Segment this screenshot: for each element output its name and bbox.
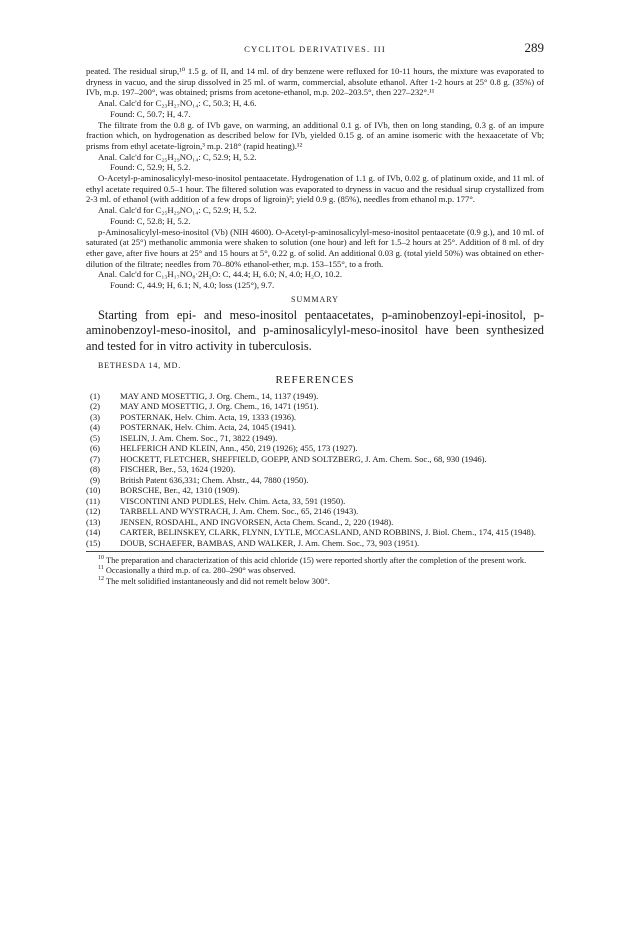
reference-item: (2) MAY AND MOSETTIG, J. Org. Chem., 16, 1471 (1951). (90, 401, 319, 412)
reference-list (86, 391, 544, 549)
reference-item: (4) POSTERNAK, Helv. Chim. Acta, 24, 1045 (1941). (90, 422, 297, 433)
footnote: $^{11}$ Occasionally a third m.p. of ca. 280–290° was observed. (98, 565, 296, 576)
analysis-found: Found: C, 52.8; H, 5.2. (110, 215, 191, 226)
references-heading: REFERENCES (275, 373, 355, 386)
reference-item: (8) FISCHER, Ber., 53, 1624 (1920). (90, 464, 236, 475)
reference-item: (15) DOUB, SCHAEFER, BAMBAS, AND WALKER, J. Am. Chem. Soc., 73, 903 (1951). (86, 537, 420, 548)
paragraph: The filtrate from the 0.8 g. of IVb gave, on warming, an additional 0.1 g. of IVb, then on long standing, 0.3 g. of an impure fraction which, on hydrogenation as described below for IVb, yielded 0.15 g. of an amine isomeric with the hexaacetate of Vb; prisms from ethyl acetate-ligroin,³ m.p. 218° (rapid heating).¹² (86, 119, 544, 151)
analysis-found: Found: C, 52.9; H, 5.2. (110, 162, 191, 173)
paragraph: peated. The residual sirup,¹⁰ 1.5 g. of II, and 14 ml. of dry benzene were refluxed for 10-11 hours, the mixture was evaporated to dryness in vacuo, and the sirup dissolved in 25 ml. of warm, commercial, absolute ethanol. After 1-2 hours at 25° 0.8 g. (35%) of IVb, m.p. 197–200°, was obtained; prisms from acetone-ethanol, m.p. 202–203.5°, then 227–232°.¹¹ (86, 66, 544, 98)
footnote: $^{12}$ The melt solidified instantaneously and did not remelt below 300°. (98, 575, 330, 586)
summary-heading: SUMMARY (291, 294, 339, 304)
analysis-calculated: Anal. Calc'd for C₂₅H₂₉NO₁₄: C, 52.9; H, 5.2. (98, 205, 257, 216)
reference-item: (14) CARTER, BELINSKEY, CLARK, FLYNN, LYTLE, MCCASLAND, AND ROBBINS, J. Biol. Chem., 174, 415 (1948). (86, 527, 536, 538)
reference-item: (12) TARBELL AND WYSTRACH, J. Am. Chem. Soc., 65, 2146 (1943). (86, 506, 359, 517)
paragraph: p-Aminosalicylyl-meso-inositol (Vb) (NIH 4600). O-Acetyl-p-aminosalicylyl-meso-inositol pentaacetate (0.9 g.), and 10 ml. of saturated (at 25°) methanolic ammonia were shaken to solution (one hour) and left for 1.5–2 hours at 25°. Addition of 8 ml. of dry ether gave, after five hours at 25° and 15 hours at 5°, 0.22 g. of solid. An additional 0.03 g. (total yield 50%) was obtained on ether-dilution of the filtrate; needles from 70–80% ethanol-ether, m.p. 153–155°, to a froth. (86, 226, 544, 269)
page-header (86, 40, 544, 56)
analysis-found: Found: C, 44.9; H, 6.1; N, 4.0; loss (125°), 9.7. (110, 280, 275, 291)
reference-item: (6) HELFERICH AND KLEIN, Ann., 450, 219 (1926); 455, 173 (1927). (90, 443, 358, 454)
reference-item: (7) HOCKETT, FLETCHER, SHEFFIELD, GOEPP, AND SOLTZBERG, J. Am. Chem. Soc., 68, 930 (1946). (90, 453, 487, 464)
page-number: 289 (524, 40, 544, 55)
journal-page (86, 40, 544, 587)
reference-item: (3) POSTERNAK, Helv. Chim. Acta, 19, 1333 (1936). (90, 411, 297, 422)
analysis-found: Found: C, 50.7; H, 4.7. (110, 108, 191, 119)
experimental-text (86, 66, 544, 291)
running-head: CYCLITOL DERIVATIVES. III (244, 44, 386, 54)
footnote: $^{10}$ The preparation and characterization of this acid chloride (15) were reported shortly after the completion of the present work. (98, 555, 527, 566)
footnote-rule (86, 551, 544, 552)
reference-item: (11) VISCONTINI AND PUDLES, Helv. Chim. Acta, 33, 591 (1950). (86, 495, 346, 506)
reference-item: (10) BORSCHE, Ber., 42, 1310 (1909). (86, 485, 240, 496)
reference-item: (1) MAY AND MOSETTIG, J. Org. Chem., 14, 1137 (1949). (90, 390, 319, 401)
paragraph: O-Acetyl-p-aminosalicylyl-meso-inositol pentaacetate. Hydrogenation of 1.1 g. of IVb, 0.02 g. of platinum oxide, and 11 ml. of ethyl acetate required 0.5–1 hour. The filtered solution was evaporated to dryness in vacuo and the residual sirup crystallized from 2-3 ml. of ethanol (with addition of a few drops of ligroin)³; yield 0.9 g. (85%), needles from ethanol m.p. 177°. (86, 173, 544, 205)
dateline: BETHESDA 14, MD. (98, 360, 182, 370)
reference-item: (9) British Patent 636,331; Chem. Abstr., 44, 7880 (1950). (90, 474, 309, 485)
footnotes (86, 556, 544, 587)
reference-item: (5) ISELIN, J. Am. Chem. Soc., 71, 3822 (1949). (90, 432, 278, 443)
analysis-calculated: Anal. Calc'd for C₂₅H₂₉NO₁₄: C, 52.9; H, 5.2. (98, 151, 257, 162)
reference-item: (13) JENSEN, ROSDAHL, AND INGVORSEN, Acta Chem. Scand., 2, 220 (1948). (86, 516, 394, 527)
analysis-calculated: Anal. Calc'd for C₂₃H₂₇NO₁₄: C, 50.3; H, 4.6. (98, 98, 257, 109)
analysis-calculated: Anal. Calc'd for C₁₃H₁₇NO₈·2H₂O: C, 44.4; H, 6.0; N, 4.0; H₂O, 10.2. (98, 269, 343, 280)
summary-text: Starting from epi- and meso-inositol pentaacetates, p-aminobenzoyl-epi-inositol, p-aminobenzoyl-meso-inositol, and p-aminosalicylyl-meso-inositol have been synthesized and tested for in vitro activity in tuberculosis. (86, 307, 544, 353)
